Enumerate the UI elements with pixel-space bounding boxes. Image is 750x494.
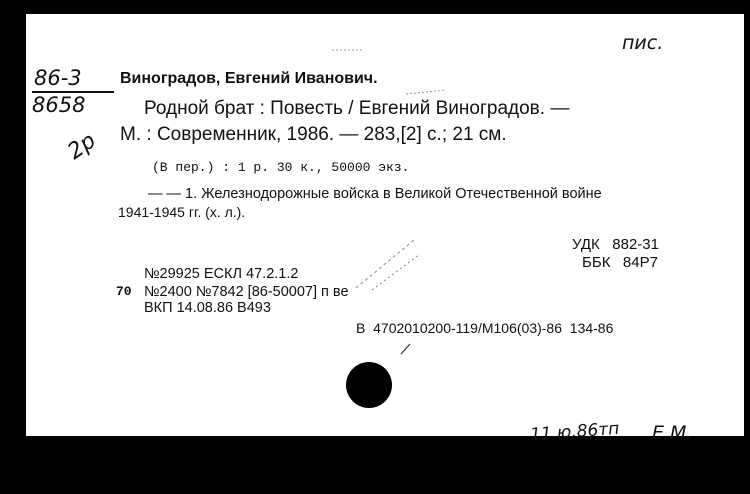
handwritten-initials: Е.М.: [652, 422, 693, 444]
bbk-code: ББК 84Р7: [582, 254, 658, 271]
author-heading: Виноградов, Евгений Иванович.: [120, 70, 378, 87]
registry-line-2: №2400 №7842 [86-50007] п ве: [144, 284, 349, 300]
punch-hole: [346, 362, 392, 408]
subject-line-2: 1941-1945 гг. (х. л.).: [118, 204, 246, 220]
binding-price-line: (В пер.) : 1 р. 30 к., 50000 экз.: [152, 160, 410, 175]
title-line: Родной брат : Повесть / Евгений Виноградов. —: [144, 98, 570, 119]
index-code: В 4702010200-119/М106(03)-86 134-86: [356, 320, 614, 336]
handwritten-call-number-top: 86-3: [34, 66, 82, 90]
registry-prefix: 70: [116, 284, 132, 299]
registry-line-1: №29925 ЕСКЛ 47.2.1.2: [144, 266, 299, 282]
subject-line-1: — — 1. Железнодорожные войска в Великой Отечественной войне: [148, 186, 602, 202]
handwritten-date: 11.ю.86тп: [529, 418, 620, 446]
udc-code: УДК 882-31: [572, 236, 659, 253]
registry-line-3: ВКП 14.08.86 В493: [144, 300, 271, 316]
publication-line: М. : Современник, 1986. — 283,[2] с.; 21 см.: [120, 124, 507, 145]
handwritten-side-number: 2р: [63, 128, 101, 165]
handwritten-call-number-bottom: 8658: [32, 93, 86, 117]
handwritten-top-right: пис.: [622, 32, 664, 54]
